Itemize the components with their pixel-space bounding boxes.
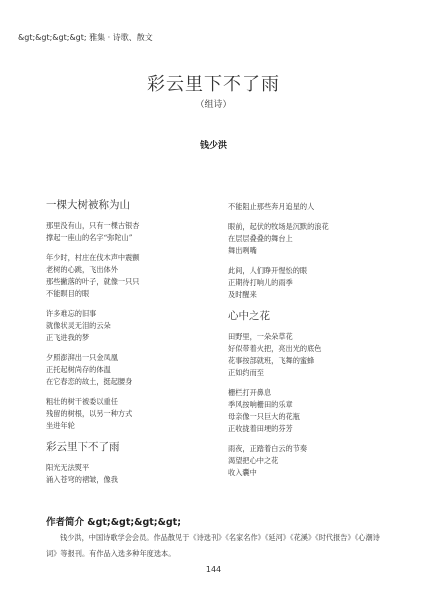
stanza (46, 220, 216, 244)
author-name: 钱少洪 (199, 141, 227, 151)
stanza (46, 462, 216, 486)
poem-line: 舞出咧嘴 (228, 246, 257, 255)
poem-line: 栅栏打开鼻息 (228, 388, 272, 397)
left-column (46, 198, 216, 494)
stanza (228, 221, 398, 257)
stanza (228, 265, 398, 301)
poem-line: 许多难忘的旧事 (46, 309, 97, 318)
poem-line: 正期待打响儿的雨季 (228, 278, 293, 287)
poem-line: 就像状灵无泪的云朵 (46, 321, 111, 330)
poem-line: 母亲像一只巨大的花瓶 (228, 412, 300, 421)
poem-line: 阳光无法熨平 (46, 463, 90, 472)
poem-line: 那些撇落的叶子，就像一只只 (46, 277, 140, 286)
poem-line: 季风按响栅田的乐章 (228, 400, 293, 409)
poem-line: 老树的心跳，飞出体外 (46, 265, 118, 274)
poem-title: 彩云里下不了雨 (147, 74, 280, 95)
stanza (228, 387, 398, 435)
poem-line: 正收拢着田埂的芬芳 (228, 424, 293, 433)
poem-line: 坐进年轮 (46, 421, 75, 430)
right-column (228, 201, 398, 487)
stanza (228, 201, 398, 213)
poem-line: 夕照澎湃出一只金凤凰 (46, 353, 118, 362)
poem-line: 雨夜，正踏着白云的节奏 (228, 444, 308, 453)
poem-line: 不能阻止那些奔月追星的人 (228, 202, 315, 211)
stanza (46, 308, 216, 344)
poem-line: 渴望把心中之花 (228, 456, 279, 465)
page-number: 144 (205, 565, 222, 574)
poem-subtitle: （组诗） (195, 100, 232, 110)
poem-line: 撑起一座山的名字“弥陀山” (46, 233, 133, 242)
stanza (46, 252, 216, 300)
poem-line: 收入囊中 (228, 468, 257, 477)
poem-line: 正托起树尚存的体温 (46, 365, 111, 374)
author-intro-heading: 作者简介 &gt;&gt;&gt;&gt; (46, 517, 182, 528)
poem-line: 眼前，起伏的牧场是沉默的浪花 (228, 222, 329, 231)
poem-line: 田野里，一朵朵草花 (228, 332, 293, 341)
poem-line: 在它春恋的故土，挺起腰身 (46, 377, 133, 386)
stanza (228, 443, 398, 479)
poem-line: 在层层叠叠的舞台上 (228, 234, 293, 243)
author-intro-text: 钱少洪，中国诗歌学会会员。作品散见于《诗选刊》《名家名作》《延河》《花溪》《时代报告》《心潮诗词》等报刊。有作品入选多种年度选本。 (46, 533, 380, 558)
poem-line: 正如约而至 (228, 368, 264, 377)
poem-line: 那里没有山，只有一棵古银杏 (46, 221, 140, 230)
poem-line: 涌入苍穹的褶皱，像我 (46, 475, 118, 484)
section-heading: 一棵大树被称为山 (46, 199, 130, 211)
stanza (46, 352, 216, 388)
section-heading: 彩云里下不了雨 (46, 441, 120, 453)
poem-line: 花事按部就班，飞舞的蜜蜂 (228, 356, 315, 365)
poem-line: 残留的树根，以另一种方式 (46, 409, 133, 418)
poem-line: 此间，人们睁开惺忪的眼 (228, 266, 308, 275)
poem-line: 好似带着火把，亮出光的底色 (228, 344, 322, 353)
poem-line: 不能瞑目的眼 (46, 289, 90, 298)
poem-line: 正飞进我的梦 (46, 333, 90, 342)
poem-line: 粗壮的树干被委以重任 (46, 397, 118, 406)
poem-line: 年少时，村庄在伐木声中震颤 (46, 253, 140, 262)
section-heading: 心中之花 (228, 310, 270, 322)
stanza (228, 331, 398, 379)
poem-line: 及时醒来 (228, 290, 257, 299)
stanza (46, 396, 216, 432)
section-header: &gt;&gt;&gt;&gt; 雅集 · 诗歌、散文 (18, 33, 153, 42)
